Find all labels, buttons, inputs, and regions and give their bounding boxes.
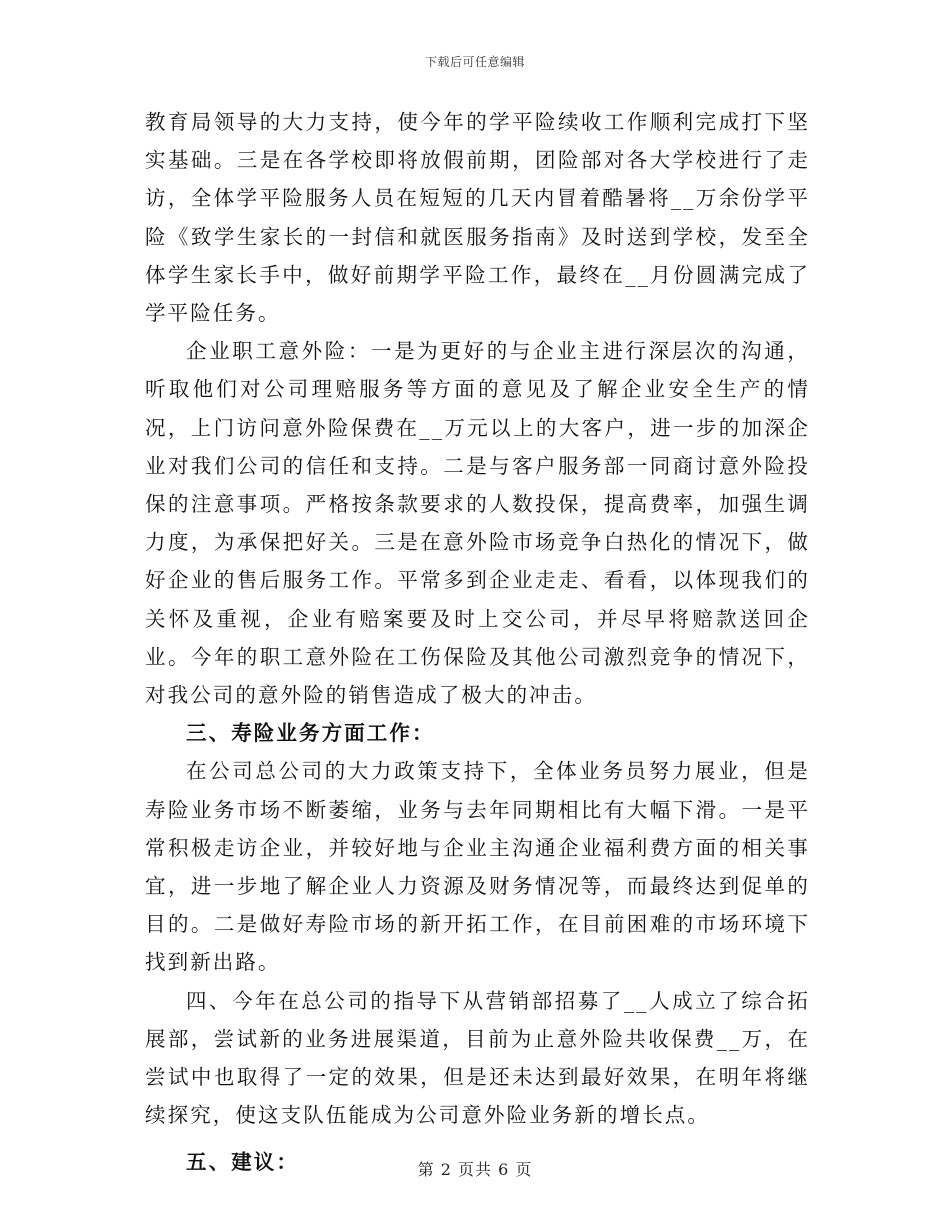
heading-life-insurance: 三、寿险业务方面工作： (186, 721, 435, 746)
paragraph-employee-accident-insurance: 企业职工意外险：一是为更好的与企业主进行深层次的沟通，听取他们对公司理赔服务等方面的意见及了解企业安全生产的情况，上门访问意外险保费在__万元以上的大客户，进一步的加深企业对我们公司的信任和支持。二是与客户服务部一同商讨意外险投保的注意事项。严格按条款要求的人数投保，提高费率，加强生调力度，为承保把好关。三是在意外险市场竞争白热化的情况下，做好企业的售后服务工作。平常多到企业走走、看看，以体现我们的关怀及重视，企业有赔案要及时上交公司，并尽早将赔款送回企业。今年的职工意外险在工伤保险及其他公司激烈竞争的情况下，对我公司的意外险的销售造成了极大的冲击。 (145, 339, 810, 708)
paragraph-life-insurance: 在公司总公司的大力政策支持下，全体业务员努力展业，但是寿险业务市场不断萎缩，业务与去年同期相比有大幅下滑。一是平常积极走访企业，并较好地与企业主沟通企业福利费方面的相关事宜，进一步地了解企业人力资源及财务情况等，而最终达到促单的目的。二是做好寿险市场的新开拓工作，在目前困难的市场环境下找到新出路。 (145, 759, 810, 975)
page-header: 下载后可任意编辑 (424, 55, 525, 69)
page-footer: 第 2 页共 6 页 (417, 1160, 533, 1179)
paragraph-expansion-department: 四、今年在总公司的指导下从营销部招募了__人成立了综合拓展部，尝试新的业务进展渠道，目前为止意外险共收保费__万，在尝试中也取得了一定的效果，但是还未达到最好效果，在明年将继续探究，使这支队伍能成为公司意外险业务新的增长点。 (145, 988, 810, 1128)
paragraph-student-insurance: 教育局领导的大力支持，使今年的学平险续收工作顺利完成打下坚实基础。三是在各学校即将放假前期，团险部对各大学校进行了走访，全体学平险服务人员在短短的几天内冒着酷暑将__万余份学平险《致学生家长的一封信和就医服务指南》及时送到学校，发至全体学生家长手中，做好前期学平险工作，最终在__月份圆满完成了学平险任务。 (145, 110, 810, 326)
heading-suggestions: 五、建议： (186, 1150, 299, 1175)
document-body (145, 103, 810, 1182)
